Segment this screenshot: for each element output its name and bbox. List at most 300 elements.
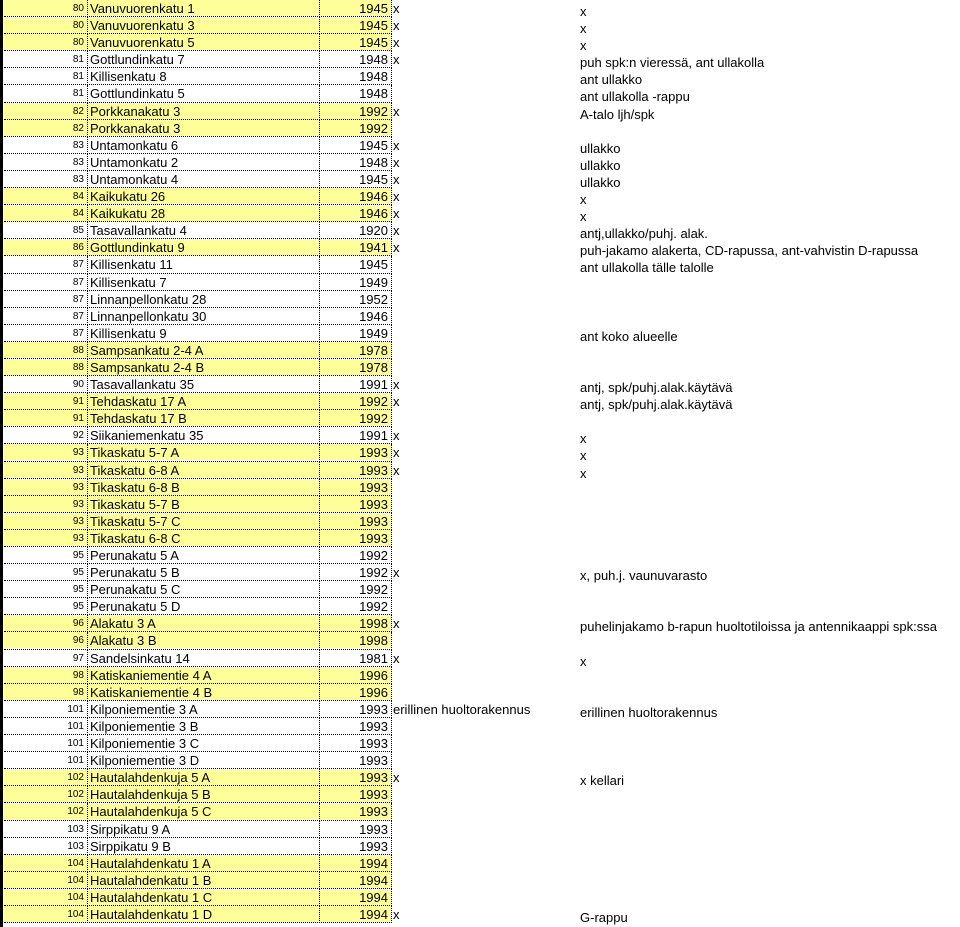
street-address-cell[interactable]: Hautalahdenkatu 1 B xyxy=(90,872,212,888)
street-address-cell[interactable]: Perunakatu 5 A xyxy=(90,548,179,563)
area-number-cell[interactable]: 98 xyxy=(72,669,84,681)
column-separator xyxy=(391,85,392,102)
area-number-cell[interactable]: 88 xyxy=(72,361,84,373)
year-cell[interactable]: 1948 xyxy=(359,86,388,102)
street-address-cell[interactable]: Perunakatu 5 C xyxy=(90,582,181,598)
street-address-cell[interactable]: Kilponiementie 3 B xyxy=(90,718,199,734)
note-cell[interactable]: x xyxy=(580,448,587,464)
street-address-cell[interactable]: Hautalahdenkatu 1 D xyxy=(90,906,213,922)
note-cell[interactable]: x xyxy=(580,653,587,669)
year-cell[interactable]: 1992 xyxy=(359,599,388,615)
table-row xyxy=(0,256,960,276)
street-address-cell[interactable]: Katiskaniementie 4 B xyxy=(90,684,213,700)
year-cell[interactable]: 1945 xyxy=(359,35,388,51)
column-separator xyxy=(391,513,392,530)
area-number-cell[interactable]: 101 xyxy=(67,703,84,715)
year-cell[interactable]: 1993 xyxy=(359,770,388,786)
column-separator xyxy=(87,906,88,923)
year-cell[interactable]: 1991 xyxy=(359,428,388,444)
area-number-cell[interactable]: 102 xyxy=(67,789,84,801)
column-separator xyxy=(87,530,88,547)
note-cell[interactable]: antj,ullakko/puhj. alak. xyxy=(580,226,708,242)
street-address-cell[interactable]: Porkkanakatu 3 xyxy=(90,120,181,136)
area-number-cell[interactable]: 84 xyxy=(72,191,84,203)
area-number-cell[interactable]: 96 xyxy=(72,618,84,630)
table-row xyxy=(0,547,960,564)
year-cell[interactable]: 1993 xyxy=(359,496,388,512)
column-separator xyxy=(391,598,392,615)
area-number-cell[interactable]: 87 xyxy=(72,310,84,322)
area-number-cell[interactable]: 95 xyxy=(72,584,84,596)
year-cell[interactable]: 1920 xyxy=(359,223,388,239)
column-separator xyxy=(391,650,392,667)
mark-cell[interactable]: x xyxy=(393,154,400,170)
area-number-cell[interactable]: 81 xyxy=(72,54,84,66)
table-row xyxy=(0,393,960,413)
note-cell[interactable]: erillinen huoltorakennus xyxy=(580,704,718,720)
area-number-cell[interactable]: 103 xyxy=(67,840,84,852)
column-separator xyxy=(87,598,88,615)
year-cell[interactable]: 1994 xyxy=(359,906,388,922)
area-number-cell[interactable]: 101 xyxy=(67,720,84,732)
year-cell[interactable]: 1993 xyxy=(359,804,388,820)
area-number-cell[interactable]: 80 xyxy=(72,3,84,14)
year-cell[interactable]: 1998 xyxy=(359,633,388,649)
column-separator xyxy=(391,684,392,701)
column-separator xyxy=(391,496,392,513)
column-separator xyxy=(87,513,88,530)
column-separator xyxy=(391,154,392,171)
year-cell[interactable]: 1996 xyxy=(359,684,388,700)
street-address-cell[interactable]: Tikaskatu 6-8 A xyxy=(90,462,180,478)
area-number-cell[interactable]: 88 xyxy=(72,344,84,356)
column-separator xyxy=(87,547,88,564)
note-cell[interactable]: x xyxy=(580,4,587,19)
year-cell[interactable]: 1994 xyxy=(359,855,388,871)
area-number-cell[interactable]: 84 xyxy=(72,208,84,220)
area-number-cell[interactable]: 96 xyxy=(72,635,84,647)
year-cell[interactable]: 1945 xyxy=(359,18,388,34)
note-cell[interactable]: ullakko xyxy=(580,157,621,173)
table-row xyxy=(0,855,960,872)
area-number-cell[interactable]: 104 xyxy=(67,857,84,869)
column-separator xyxy=(391,855,392,872)
street-address-cell[interactable]: Sirppikatu 9 B xyxy=(90,838,171,854)
year-cell[interactable]: 1993 xyxy=(359,718,388,734)
year-cell[interactable]: 1948 xyxy=(359,69,388,85)
mark-cell[interactable]: x xyxy=(393,445,400,461)
table-row xyxy=(0,325,960,342)
area-number-cell[interactable]: 81 xyxy=(72,71,84,83)
year-cell[interactable]: 1992 xyxy=(359,103,388,119)
area-number-cell[interactable]: 102 xyxy=(67,806,84,818)
mark-cell[interactable]: x xyxy=(393,1,400,16)
column-separator xyxy=(87,838,88,855)
mark-cell[interactable]: x xyxy=(393,650,400,666)
street-address-cell[interactable]: Gottlundinkatu 7 xyxy=(90,52,185,68)
area-number-cell[interactable]: 82 xyxy=(72,122,84,134)
table-row xyxy=(0,376,960,396)
note-cell[interactable]: x kellari xyxy=(580,773,625,789)
area-number-cell[interactable]: 95 xyxy=(72,567,84,579)
mark-cell[interactable]: x xyxy=(393,770,400,786)
mark-cell[interactable]: x xyxy=(393,906,400,922)
year-cell[interactable]: 1992 xyxy=(359,548,388,563)
area-number-cell[interactable]: 87 xyxy=(72,293,84,305)
mark-cell[interactable]: x xyxy=(393,394,400,410)
table-row xyxy=(0,103,960,120)
table-row xyxy=(0,120,960,137)
year-cell[interactable]: 1949 xyxy=(359,325,388,341)
column-separator xyxy=(87,393,88,410)
note-cell[interactable]: ant ullakolla tälle talolle xyxy=(580,260,714,276)
year-cell[interactable]: 1993 xyxy=(359,736,388,752)
column-separator xyxy=(391,376,392,393)
street-address-cell[interactable]: Tikaskatu 5-7 A xyxy=(90,445,180,461)
column-separator xyxy=(87,735,88,752)
street-address-cell[interactable]: Hautalahdenkatu 1 C xyxy=(90,889,213,905)
column-separator xyxy=(87,821,88,838)
column-separator xyxy=(87,581,88,598)
note-cell[interactable]: x xyxy=(580,21,587,37)
note-cell[interactable]: x, puh.j. vaunuvarasto xyxy=(580,568,708,584)
area-number-cell[interactable]: 95 xyxy=(72,550,84,561)
column-separator xyxy=(391,564,392,581)
street-address-cell[interactable]: Linnanpellonkatu 28 xyxy=(90,291,207,307)
mark-cell[interactable]: x xyxy=(393,171,400,187)
column-separator xyxy=(87,564,88,581)
year-cell[interactable]: 1993 xyxy=(359,701,388,717)
column-separator xyxy=(391,205,392,222)
column-separator xyxy=(391,239,392,256)
area-number-cell[interactable]: 93 xyxy=(72,532,84,544)
table-row xyxy=(0,752,960,769)
table-row xyxy=(0,444,960,464)
column-separator xyxy=(87,752,88,769)
street-address-cell[interactable]: Kaikukatu 28 xyxy=(90,206,166,222)
mark-cell[interactable]: x xyxy=(393,137,400,153)
street-address-cell[interactable]: Killisenkatu 8 xyxy=(90,69,167,85)
column-separator xyxy=(87,479,88,496)
street-address-cell[interactable]: Tikaskatu 6-8 C xyxy=(90,530,181,546)
area-number-cell[interactable]: 83 xyxy=(72,139,84,151)
column-separator xyxy=(391,718,392,735)
year-cell[interactable]: 1952 xyxy=(359,291,388,307)
year-cell[interactable]: 1993 xyxy=(359,445,388,461)
table-row xyxy=(0,427,960,447)
column-separator xyxy=(87,85,88,102)
note-cell[interactable]: x xyxy=(580,209,587,225)
street-address-cell[interactable]: Untamonkatu 4 xyxy=(90,171,179,187)
note-cell[interactable]: ant ullakolla -rappu xyxy=(580,89,690,105)
street-address-cell[interactable]: Porkkanakatu 3 xyxy=(90,103,181,119)
note-cell[interactable]: x xyxy=(580,38,587,54)
area-number-cell[interactable]: 101 xyxy=(67,755,84,767)
mark-cell[interactable]: x xyxy=(393,462,400,478)
year-cell[interactable]: 1991 xyxy=(359,377,388,393)
year-cell[interactable]: 1945 xyxy=(359,257,388,273)
note-cell[interactable]: G-rappu xyxy=(580,909,628,925)
column-separator xyxy=(391,581,392,598)
note-cell[interactable]: x xyxy=(580,465,587,481)
year-cell[interactable]: 1994 xyxy=(359,889,388,905)
mark-cell[interactable]: x xyxy=(393,206,400,222)
table-row xyxy=(0,137,960,154)
table-row xyxy=(0,496,960,513)
street-address-cell[interactable]: Vanuvuorenkatu 1 xyxy=(90,1,195,16)
street-address-cell[interactable]: Sampsankatu 2-4 A xyxy=(90,342,204,358)
year-cell[interactable]: 1941 xyxy=(359,240,388,256)
year-cell[interactable]: 1993 xyxy=(359,513,388,529)
column-separator xyxy=(391,410,392,427)
note-cell[interactable]: ant koko alueelle xyxy=(580,328,678,344)
column-separator xyxy=(87,872,88,889)
table-row xyxy=(0,479,960,496)
area-number-cell[interactable]: 104 xyxy=(67,874,84,886)
table-row xyxy=(0,581,960,598)
mark-cell[interactable]: erillinen huoltorakennus xyxy=(393,701,531,717)
year-cell[interactable]: 1992 xyxy=(359,411,388,427)
mark-cell[interactable]: x xyxy=(393,35,400,51)
note-cell[interactable]: x xyxy=(580,192,587,208)
street-address-cell[interactable]: Tehdaskatu 17 A xyxy=(90,394,187,410)
street-address-cell[interactable]: Untamonkatu 2 xyxy=(90,154,179,170)
year-cell[interactable]: 1993 xyxy=(359,530,388,546)
year-cell[interactable]: 1949 xyxy=(359,274,388,290)
area-number-cell[interactable]: 101 xyxy=(67,738,84,750)
column-separator xyxy=(87,427,88,444)
area-number-cell[interactable]: 86 xyxy=(72,242,84,254)
column-separator xyxy=(391,325,392,342)
column-separator xyxy=(87,667,88,684)
note-cell[interactable]: puh-jakamo alakerta, CD-rapussa, ant-vahvistin D-rapussa xyxy=(580,243,919,259)
street-address-cell[interactable]: Kilponiementie 3 D xyxy=(90,753,200,769)
area-number-cell[interactable]: 93 xyxy=(72,447,84,459)
street-address-cell[interactable]: Perunakatu 5 B xyxy=(90,565,180,581)
year-cell[interactable]: 1945 xyxy=(359,137,388,153)
column-separator xyxy=(87,120,88,137)
street-address-cell[interactable]: Killisenkatu 9 xyxy=(90,325,167,341)
table-row xyxy=(0,274,960,291)
year-cell[interactable]: 1993 xyxy=(359,838,388,854)
note-cell[interactable]: A-talo ljh/spk xyxy=(580,106,655,122)
area-number-cell[interactable]: 87 xyxy=(72,259,84,271)
year-cell[interactable]: 1978 xyxy=(359,359,388,375)
year-cell[interactable]: 1994 xyxy=(359,872,388,888)
street-address-cell[interactable]: Hautalahdenkuja 5 A xyxy=(90,770,210,786)
note-cell[interactable]: x xyxy=(580,431,587,447)
note-cell[interactable]: ullakko xyxy=(580,140,621,156)
year-cell[interactable]: 1948 xyxy=(359,154,388,170)
street-address-cell[interactable]: Linnanpellonkatu 30 xyxy=(90,308,207,324)
street-address-cell[interactable]: Kilponiementie 3 A xyxy=(90,701,198,717)
year-cell[interactable]: 1978 xyxy=(359,342,388,358)
area-number-cell[interactable]: 82 xyxy=(72,105,84,117)
area-number-cell[interactable]: 81 xyxy=(72,88,84,100)
column-separator xyxy=(87,650,88,667)
table-row xyxy=(0,598,960,615)
column-separator xyxy=(391,171,392,188)
year-cell[interactable]: 1981 xyxy=(359,650,388,666)
area-number-cell[interactable]: 85 xyxy=(72,225,84,237)
street-address-cell[interactable]: Killisenkatu 11 xyxy=(90,257,173,273)
year-cell[interactable]: 1993 xyxy=(359,462,388,478)
area-number-cell[interactable]: 83 xyxy=(72,173,84,185)
year-cell[interactable]: 1946 xyxy=(359,206,388,222)
year-cell[interactable]: 1998 xyxy=(359,616,388,632)
table-row xyxy=(0,786,960,803)
table-row xyxy=(0,650,960,667)
table-row xyxy=(0,906,960,923)
street-address-cell[interactable]: Hautalahdenkuja 5 C xyxy=(90,804,212,820)
mark-cell[interactable]: x xyxy=(393,52,400,68)
mark-cell[interactable]: x xyxy=(393,616,400,632)
year-cell[interactable]: 1996 xyxy=(359,667,388,683)
table-row xyxy=(0,17,960,37)
area-number-cell[interactable]: 103 xyxy=(67,823,84,835)
note-cell[interactable]: ullakko xyxy=(580,174,621,190)
note-cell[interactable]: puhelinjakamo b-rapun huoltotiloissa ja antennikaappi spk:ssa xyxy=(580,619,938,635)
area-number-cell[interactable]: 97 xyxy=(72,652,84,664)
column-separator xyxy=(87,803,88,820)
area-number-cell[interactable]: 90 xyxy=(72,379,84,391)
street-address-cell[interactable]: Sirppikatu 9 A xyxy=(90,821,171,837)
area-number-cell[interactable]: 93 xyxy=(72,481,84,493)
year-cell[interactable]: 1993 xyxy=(359,821,388,837)
area-number-cell[interactable]: 91 xyxy=(72,396,84,408)
column-separator xyxy=(87,103,88,120)
street-address-cell[interactable]: Sandelsinkatu 14 xyxy=(90,650,190,666)
mark-cell[interactable]: x xyxy=(393,377,400,393)
area-number-cell[interactable]: 102 xyxy=(67,772,84,784)
note-cell[interactable]: antj, spk/puhj.alak.käytävä xyxy=(580,380,733,396)
table-row xyxy=(0,872,960,889)
street-address-cell[interactable]: Alakatu 3 B xyxy=(90,633,157,649)
street-address-cell[interactable]: Vanuvuorenkatu 3 xyxy=(90,18,195,34)
column-separator xyxy=(391,752,392,769)
street-address-cell[interactable]: Tasavallankatu 4 xyxy=(90,223,187,239)
column-separator xyxy=(87,308,88,325)
area-number-cell[interactable]: 87 xyxy=(72,276,84,288)
mark-cell[interactable]: x xyxy=(393,189,400,205)
street-address-cell[interactable]: Tehdaskatu 17 B xyxy=(90,411,187,427)
street-address-cell[interactable]: Tikaskatu 5-7 C xyxy=(90,513,181,529)
street-address-cell[interactable]: Katiskaniementie 4 A xyxy=(90,667,212,683)
column-separator xyxy=(391,291,392,308)
note-cell[interactable]: ant ullakko xyxy=(580,72,643,88)
area-number-cell[interactable]: 104 xyxy=(67,891,84,903)
area-number-cell[interactable]: 93 xyxy=(72,464,84,476)
column-separator xyxy=(391,68,392,85)
area-number-cell[interactable]: 93 xyxy=(72,515,84,527)
table-row xyxy=(0,34,960,54)
year-cell[interactable]: 1945 xyxy=(359,171,388,187)
table-row xyxy=(0,154,960,171)
table-row xyxy=(0,530,960,547)
street-address-cell[interactable]: Kaikukatu 26 xyxy=(90,189,166,205)
column-separator xyxy=(87,256,88,273)
table-row xyxy=(0,171,960,188)
table-row xyxy=(0,632,960,649)
street-address-cell[interactable]: Hautalahdenkuja 5 B xyxy=(90,787,211,803)
area-number-cell[interactable]: 95 xyxy=(72,601,84,613)
street-address-cell[interactable]: Killisenkatu 7 xyxy=(90,274,167,290)
column-separator xyxy=(87,188,88,205)
street-address-cell[interactable]: Siikaniemenkatu 35 xyxy=(90,428,204,444)
year-cell[interactable]: 1946 xyxy=(359,189,388,205)
year-cell[interactable]: 1993 xyxy=(359,787,388,803)
column-separator xyxy=(391,872,392,889)
mark-cell[interactable]: x xyxy=(393,18,400,34)
street-address-cell[interactable]: Kilponiementie 3 C xyxy=(90,736,200,752)
street-address-cell[interactable]: Gottlundinkatu 9 xyxy=(90,240,185,256)
year-cell[interactable]: 1992 xyxy=(359,120,388,136)
table-row xyxy=(0,188,960,208)
mark-cell[interactable]: x xyxy=(393,240,400,256)
street-address-cell[interactable]: Sampsankatu 2-4 B xyxy=(90,359,205,375)
street-address-cell[interactable]: Untamonkatu 6 xyxy=(90,137,179,153)
column-separator xyxy=(87,137,88,154)
year-cell[interactable]: 1993 xyxy=(359,479,388,495)
column-separator xyxy=(391,188,392,205)
area-number-cell[interactable]: 87 xyxy=(72,327,84,339)
column-separator xyxy=(391,479,392,496)
table-row xyxy=(0,769,960,789)
mark-cell[interactable]: x xyxy=(393,103,400,119)
note-cell[interactable]: puh spk:n vieressä, ant ullakolla xyxy=(580,55,765,71)
year-cell[interactable]: 1946 xyxy=(359,308,388,324)
table-row xyxy=(0,684,960,701)
street-address-cell[interactable]: Perunakatu 5 D xyxy=(90,599,181,615)
area-number-cell[interactable]: 91 xyxy=(72,413,84,425)
street-address-cell[interactable]: Vanuvuorenkatu 5 xyxy=(90,35,195,51)
mark-cell[interactable]: x xyxy=(393,428,400,444)
year-cell[interactable]: 1992 xyxy=(359,565,388,581)
street-address-cell[interactable]: Tikaskatu 5-7 B xyxy=(90,496,180,512)
column-separator xyxy=(87,769,88,786)
year-cell[interactable]: 1945 xyxy=(359,1,388,16)
year-cell[interactable]: 1992 xyxy=(359,394,388,410)
column-separator xyxy=(87,51,88,68)
year-cell[interactable]: 1992 xyxy=(359,582,388,598)
street-address-cell[interactable]: Hautalahdenkatu 1 A xyxy=(90,855,211,871)
area-number-cell[interactable]: 93 xyxy=(72,498,84,510)
column-separator xyxy=(87,889,88,906)
area-number-cell[interactable]: 80 xyxy=(72,37,84,49)
street-address-cell[interactable]: Tikaskatu 6-8 B xyxy=(90,479,180,495)
year-cell[interactable]: 1993 xyxy=(359,753,388,769)
mark-cell[interactable]: x xyxy=(393,223,400,239)
mark-cell[interactable]: x xyxy=(393,565,400,581)
area-number-cell[interactable]: 98 xyxy=(72,686,84,698)
column-separator xyxy=(87,615,88,632)
table-row xyxy=(0,342,960,359)
note-cell[interactable]: antj, spk/puhj.alak.käytävä xyxy=(580,397,733,413)
column-separator xyxy=(87,632,88,649)
column-separator xyxy=(391,34,392,51)
area-number-cell[interactable]: 80 xyxy=(72,20,84,32)
area-number-cell[interactable]: 83 xyxy=(72,156,84,168)
area-number-cell[interactable]: 104 xyxy=(67,908,84,920)
street-address-cell[interactable]: Gottlundinkatu 5 xyxy=(90,86,185,102)
table-row xyxy=(0,735,960,752)
table-row xyxy=(0,803,960,820)
street-address-cell[interactable]: Alakatu 3 A xyxy=(90,616,156,632)
area-number-cell[interactable]: 92 xyxy=(72,430,84,442)
column-separator xyxy=(391,547,392,564)
year-cell[interactable]: 1948 xyxy=(359,52,388,68)
street-address-cell[interactable]: Tasavallankatu 35 xyxy=(90,377,195,393)
